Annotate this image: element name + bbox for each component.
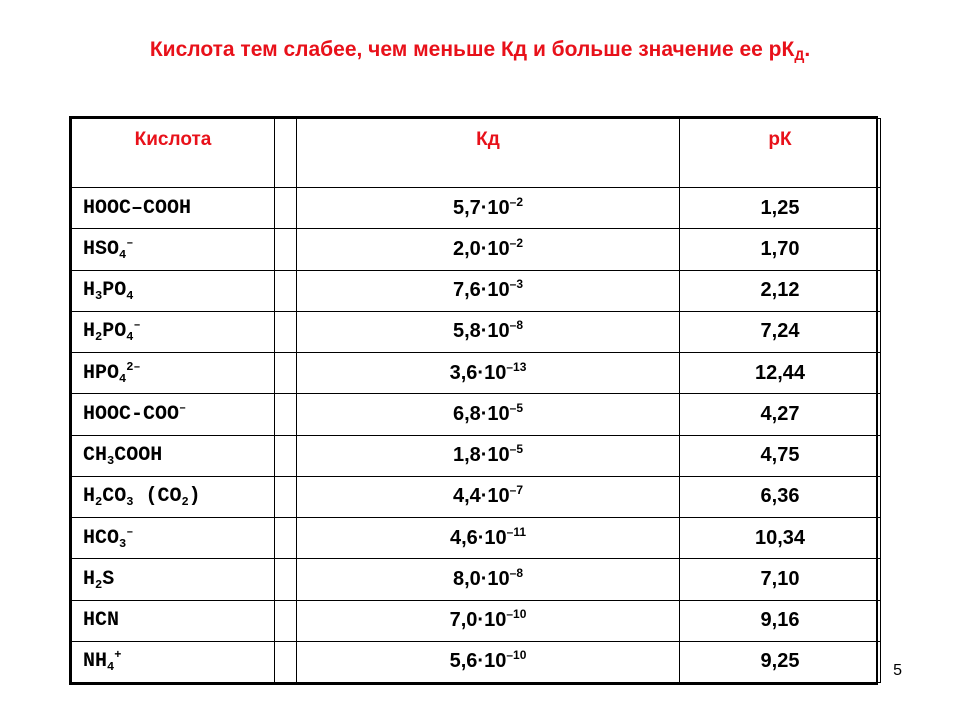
acid-table-grid [71,118,881,683]
acid-formula-part: 4 [107,660,115,675]
kd-base: 8,0·10 [452,567,510,590]
kd-value [297,394,680,435]
acid-formula [72,641,275,682]
table-row [72,188,881,229]
header-acid: Кислота [72,119,275,188]
acid-formula [72,559,275,600]
kd-base: 5,6·10 [449,650,507,673]
acid-formula-part: 4 [126,289,134,304]
kd-exponent: –7 [509,483,524,498]
pk-value: 9,16 [680,600,881,641]
acid-formula-part: HCO [83,526,120,550]
pk-value: 4,27 [680,394,881,435]
header-spacer [275,119,297,188]
pk-value: 2,12 [680,270,881,311]
acid-formula-part: CH [83,444,108,468]
pk-value: 1,70 [680,229,881,270]
kd-exponent: –8 [509,318,524,333]
page-number: 5 [893,662,902,679]
acid-formula-part: 2 [95,330,103,345]
table-row [72,641,881,682]
kd-exponent: –8 [509,565,524,580]
kd-value [297,311,680,352]
pk-value: 4,75 [680,435,881,476]
acid-formula-part: H [83,567,96,591]
acid-formula-part: + [114,648,122,663]
acid-formula-part: HSO [83,237,120,261]
kd-base: 5,7·10 [452,196,510,219]
acid-formula [72,476,275,517]
acid-formula-part: 3 [95,289,103,304]
table-row [72,229,881,270]
header-kd: Кд [297,119,680,188]
acid-formula-part: 2 [181,495,189,510]
acid-formula-part: H [83,485,96,509]
pk-value: 1,25 [680,188,881,229]
kd-value [297,229,680,270]
table-row [72,270,881,311]
acid-formula-part: 3 [126,495,134,510]
pk-value: 9,25 [680,641,881,682]
table-row [72,559,881,600]
spacer-cell [275,435,297,476]
acid-formula-part: S [102,567,115,591]
spacer-cell [275,559,297,600]
spacer-cell [275,600,297,641]
acid-formula-part: 2 [95,577,103,592]
table-row [72,353,881,394]
spacer-cell [275,353,297,394]
acid-table-body [72,119,881,683]
table-row [72,476,881,517]
pk-value: 12,44 [680,353,881,394]
acid-formula [72,311,275,352]
table-row [72,518,881,559]
pk-value: 7,24 [680,311,881,352]
acid-formula-part: 3 [119,536,127,551]
kd-value [297,518,680,559]
kd-base: 4,4·10 [452,485,510,508]
spacer-cell [275,311,297,352]
slide-title-subscript: Д [794,47,805,63]
acid-formula [72,394,275,435]
kd-exponent: –3 [509,277,524,292]
acid-formula [72,435,275,476]
acid-formula-part: HCN [83,609,120,633]
kd-exponent: –2 [509,194,524,209]
acid-formula-part: PO [102,279,127,303]
kd-exponent: –10 [506,648,527,663]
kd-base: 1,8·10 [452,444,510,467]
acid-formula-part: – [126,235,134,250]
acid-formula-part: – [126,524,134,539]
acid-formula-part: HOOC-COO [83,402,180,426]
kd-exponent: –13 [506,359,527,374]
table-header-row [72,119,881,188]
acid-formula-part: COOH [114,444,163,468]
acid-formula [72,518,275,559]
kd-value [297,188,680,229]
acid-formula-part: HOOC–COOH [83,196,192,220]
spacer-cell [275,641,297,682]
kd-base: 7,0·10 [449,609,507,632]
acid-formula-part: CO [102,485,127,509]
spacer-cell [275,394,297,435]
table-row [72,311,881,352]
kd-value [297,476,680,517]
acid-formula-part: (CO [133,485,182,509]
header-pk: рК [680,119,881,188]
acid-formula-part: PO [102,320,127,344]
acid-formula [72,188,275,229]
acid-formula-part: HPO [83,361,120,385]
spacer-cell [275,270,297,311]
pk-value: 7,10 [680,559,881,600]
kd-base: 5,8·10 [452,320,510,343]
kd-base: 3,6·10 [449,361,507,384]
kd-value [297,600,680,641]
kd-exponent: –10 [506,607,527,622]
kd-exponent: –5 [509,400,524,415]
kd-base: 7,6·10 [452,279,510,302]
kd-exponent: –5 [509,442,524,457]
acid-formula-part: 4 [119,247,127,262]
acid-formula-part: NH [83,650,108,674]
slide-title-end: . [804,38,811,61]
kd-base: 2,0·10 [452,237,510,260]
acid-formula-part: H [83,279,96,303]
pk-value: 6,36 [680,476,881,517]
kd-value [297,435,680,476]
slide-title [0,38,960,62]
kd-base: 4,6·10 [449,526,507,549]
acid-formula-part: H [83,320,96,344]
acid-formula-part: 4 [126,330,134,345]
kd-value [297,353,680,394]
acid-formula-part: 2– [126,359,141,374]
kd-base: 6,8·10 [452,402,510,425]
slide-title-main: Кислота тем слабее, чем меньше Кд и больше значение ее рК [149,38,795,61]
acid-formula [72,600,275,641]
spacer-cell [275,229,297,270]
acid-formula-part: 3 [107,454,115,469]
pk-value: 10,34 [680,518,881,559]
kd-value [297,641,680,682]
spacer-cell [275,476,297,517]
acid-formula-part: – [179,400,187,415]
acid-formula-part: ) [188,485,201,509]
table-row [72,600,881,641]
kd-value [297,270,680,311]
table-row [72,435,881,476]
kd-exponent: –2 [509,235,524,250]
spacer-cell [275,518,297,559]
acid-formula-part: 4 [119,371,127,386]
acid-formula-part: – [133,318,141,333]
spacer-cell [275,188,297,229]
acid-formula-part: 2 [95,495,103,510]
kd-exponent: –11 [506,524,527,539]
table-row [72,394,881,435]
acid-formula [72,353,275,394]
acid-formula [72,270,275,311]
acid-table [69,116,878,685]
kd-value [297,559,680,600]
acid-formula [72,229,275,270]
